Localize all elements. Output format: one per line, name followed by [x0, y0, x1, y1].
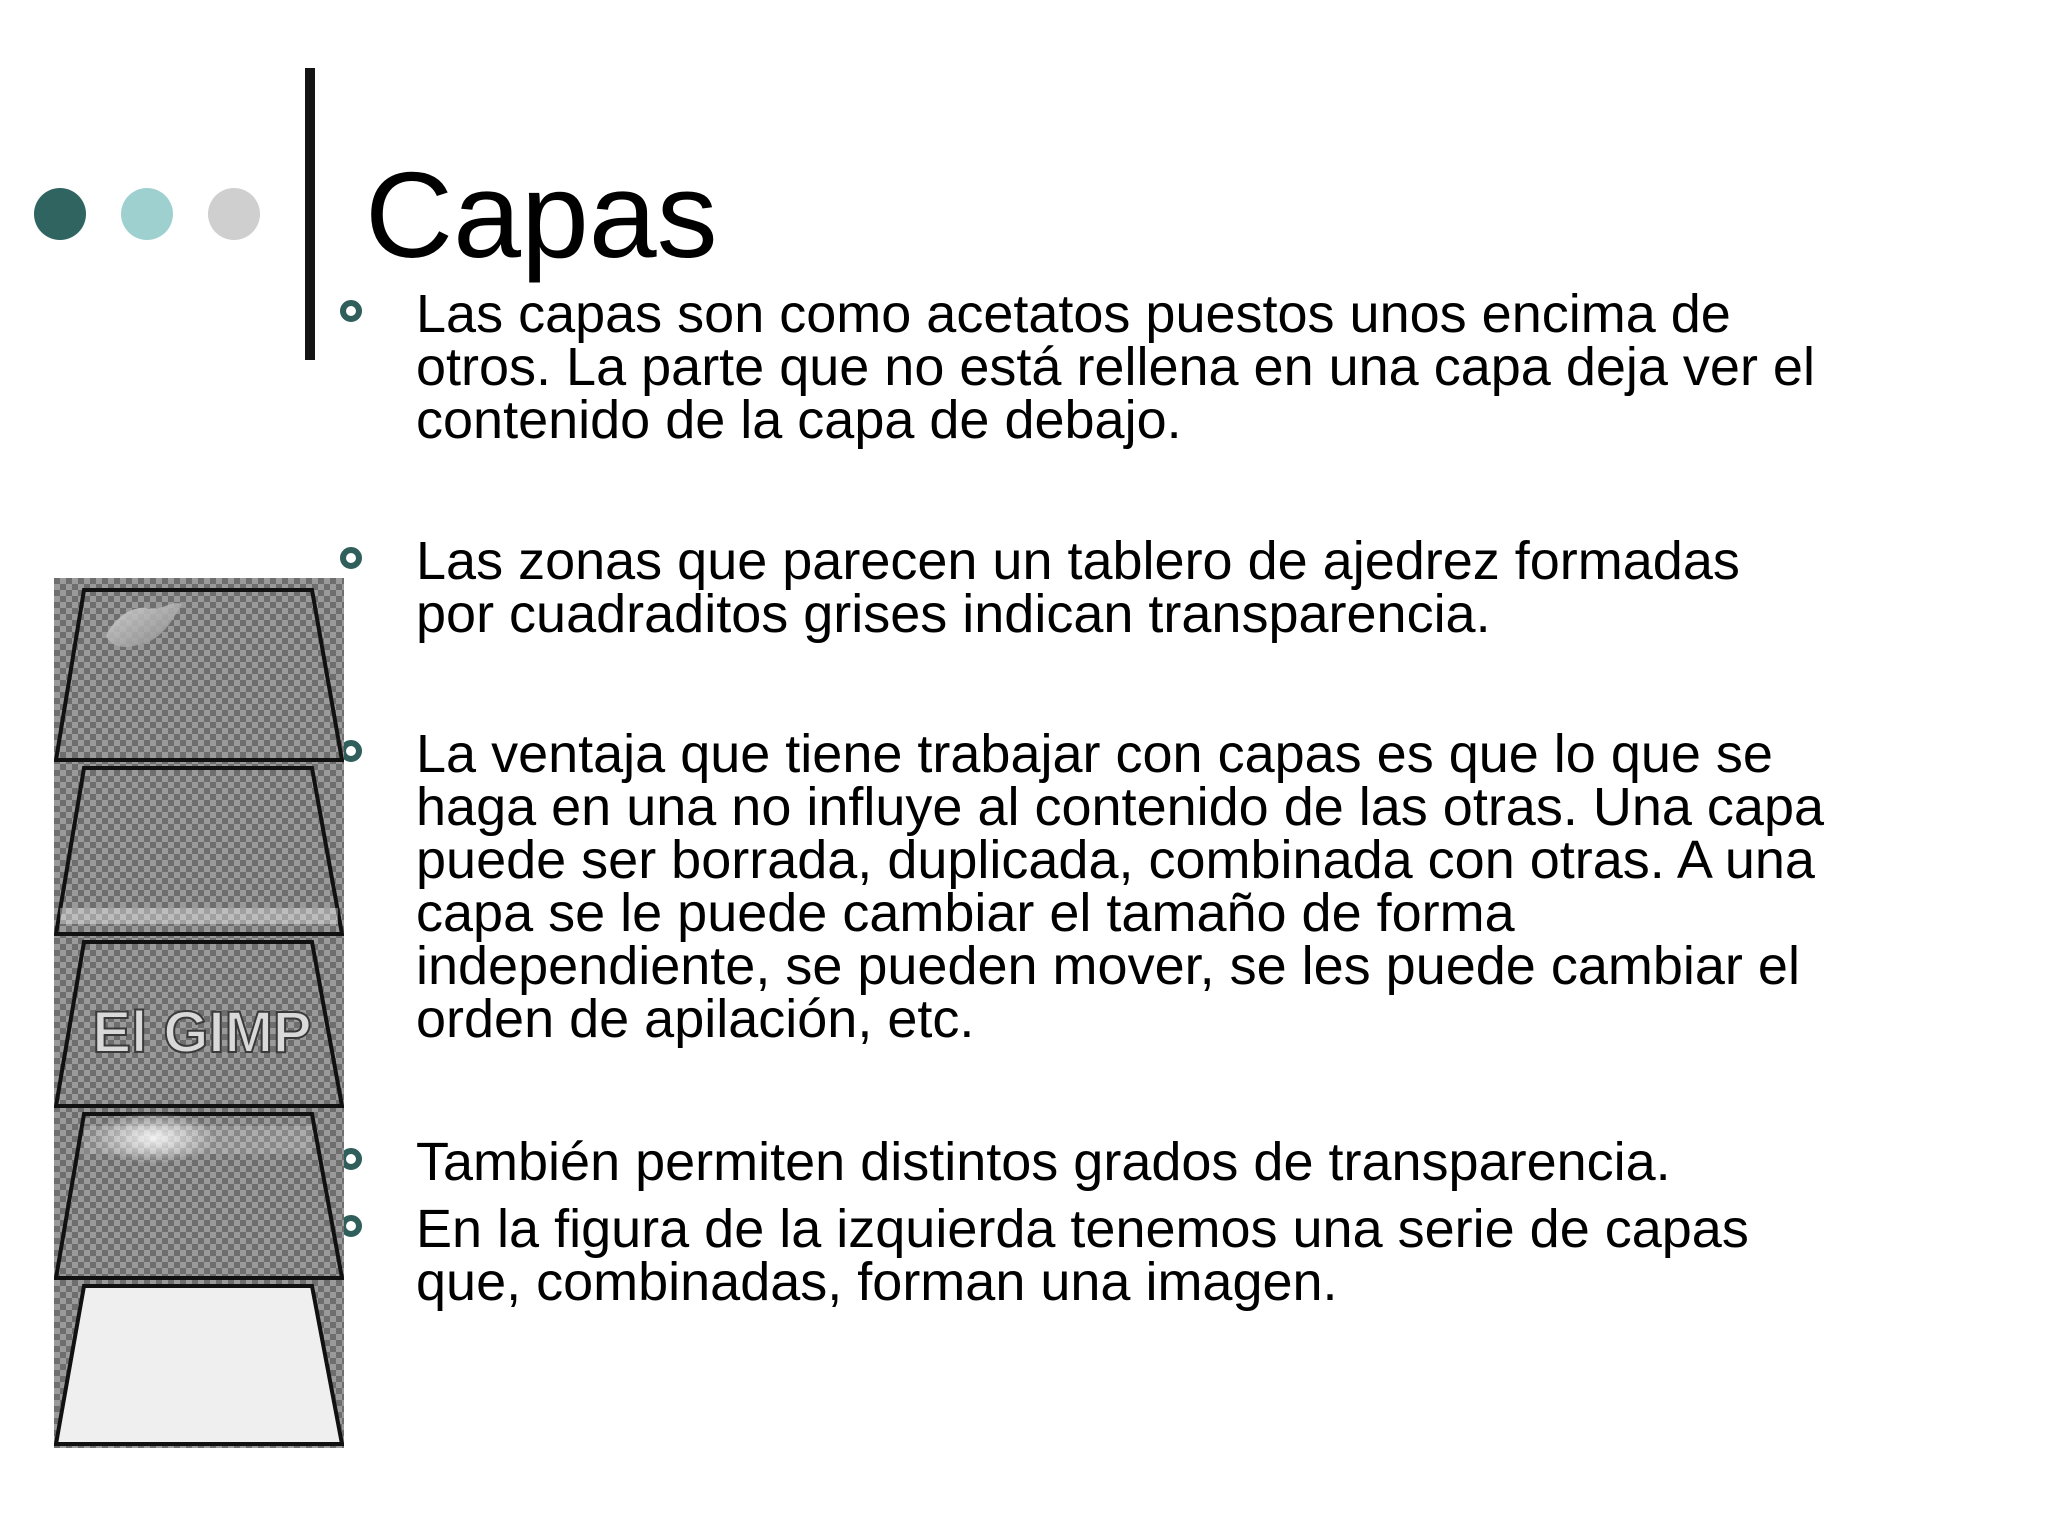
accent-dot-light	[121, 188, 173, 240]
bullet-text	[416, 531, 1740, 644]
bullet-line: otros. La parte que no está rellena en una capa deja ver el	[416, 337, 1815, 397]
layer-2-highlight	[60, 908, 338, 924]
bullet-line: capa se le puede cambiar el tamaño de forma	[416, 883, 1515, 943]
layer-5	[56, 1286, 342, 1444]
accent-dot-gray	[208, 188, 260, 240]
bullet-line: También permiten distintos grados de transparencia.	[416, 1132, 1671, 1192]
layer-1	[56, 590, 342, 760]
bullet-line: La ventaja que tiene trabajar con capas es que lo que se	[416, 724, 1773, 784]
bullet-text	[416, 1132, 1671, 1192]
bullet-line: Las zonas que parecen un tablero de ajedrez formadas	[416, 531, 1740, 591]
bullet-line: En la figura de la izquierda tenemos una serie de capas	[416, 1199, 1749, 1259]
layer-3-text: El GIMP	[92, 1000, 312, 1065]
accent-dot-dark	[34, 188, 86, 240]
title-divider	[305, 68, 315, 360]
bullet-line: orden de apilación, etc.	[416, 989, 975, 1049]
bullet-line: haga en una no influye al contenido de las otras. Una capa	[416, 777, 1825, 837]
bullet-ring-icon	[340, 547, 362, 569]
bullet-ring-icon	[340, 300, 362, 322]
bullet-line: Las capas son como acetatos puestos unos encima de	[416, 284, 1731, 344]
bullet-line: contenido de la capa de debajo.	[416, 390, 1182, 450]
bullet-text	[416, 1199, 1749, 1312]
layer-4-band	[84, 1126, 312, 1154]
layers-figure	[54, 578, 344, 1448]
bullet-line: puede ser borrada, duplicada, combinada con otras. A una	[416, 830, 1815, 890]
slide-title: Capas	[365, 147, 718, 283]
bullet-line: independiente, se pueden mover, se les puede cambiar el	[416, 936, 1800, 996]
bullet-line: que, combinadas, forman una imagen.	[416, 1252, 1338, 1312]
bullet-text	[416, 284, 1815, 450]
bullet-text	[416, 724, 1825, 1049]
bullet-line: por cuadraditos grises indican transparencia.	[416, 584, 1491, 644]
